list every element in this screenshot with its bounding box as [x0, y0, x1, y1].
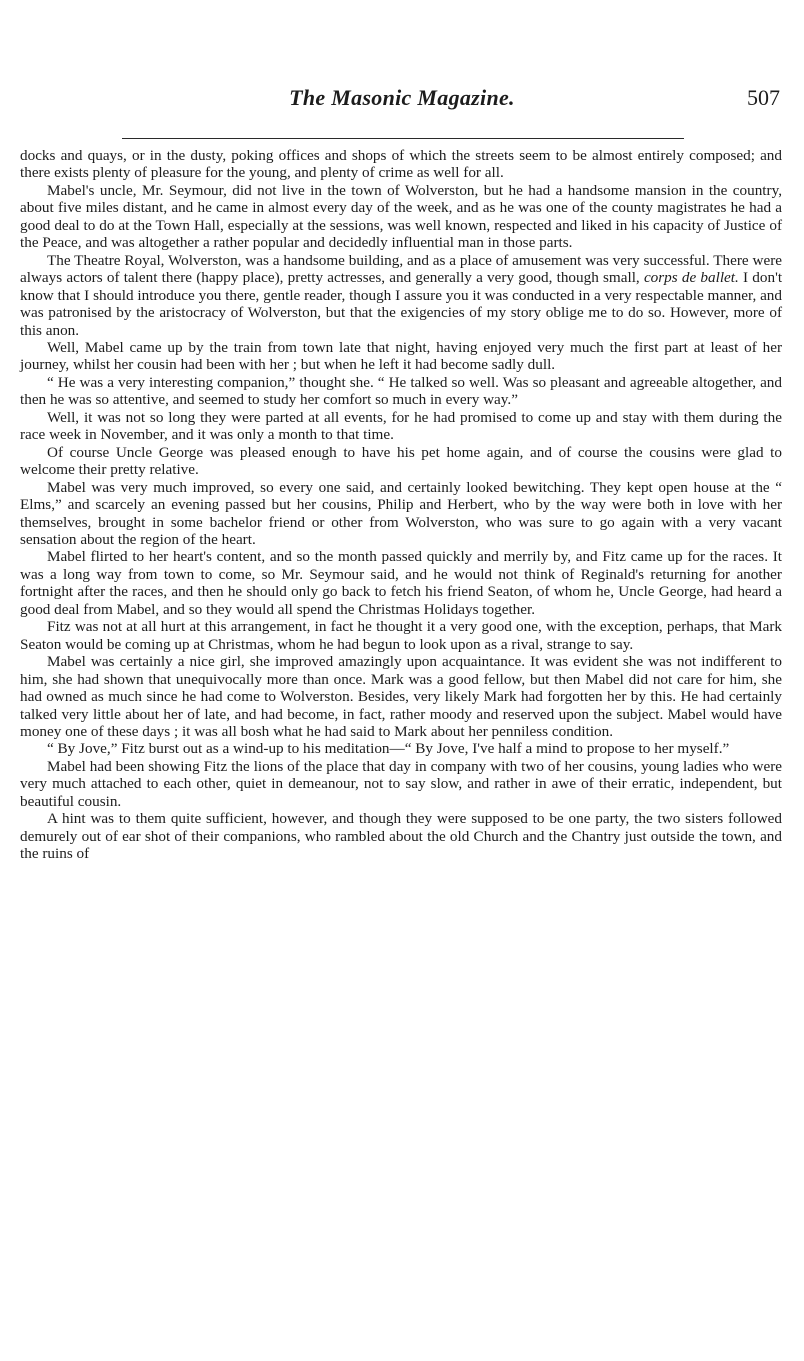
article-text	[20, 147, 782, 863]
paragraph: Mabel was certainly a nice girl, she improved amazingly upon acquaintance. It was evident she was not indifferent to him, she had shown that unequivocally more than once. Mark was a good fellow, but then Mabel did not care for him, she had owned as much since he had come to Wolverston. Besides, very likely Mark had forgotten her by this. He had certainly talked very little about her of late, and had become, in fact, rather moody and reserved upon the subject. Mabel would have money one of these days ; it was all bosh what he had said to Mark about her penniless condition.	[20, 653, 782, 740]
paragraph: Of course Uncle George was pleased enough to have his pet home again, and of course the cousins were glad to welcome their pretty relative.	[20, 443, 782, 479]
header-rule	[122, 138, 684, 139]
paragraph: Mabel had been showing Fitz the lions of the place that day in company with two of her cousins, young ladies who were very much attached to each other, quiet in demeanour, not to say slow, and rather in awe of their erratic, independent, but beautiful cousin.	[20, 757, 782, 810]
italic-phrase: corps de ballet.	[643, 269, 739, 287]
page-number: 507	[747, 85, 780, 110]
paragraph: “ By Jove,” Fitz burst out as a wind-up to his meditation—“ By Jove, I've half a mind to propose to her myself.”	[47, 740, 730, 758]
paragraph: Mabel was very much improved, so every one said, and certainly looked bewitching. They kept open house at the “ Elms,” and scarcely an evening passed but her cousins, Philip and Herbert, who by the way were both in love with her themselves, brought in some bachelor friend or other from Wolverston, who was sure to go again with a very vacant sensation about the region of the heart.	[20, 478, 782, 548]
paragraph: “ He was a very interesting companion,” thought she. “ He talked so well. Was so pleasant and agreeable altogether, and then he was so attentive, and seemed to study her comfort so much in every way.”	[20, 373, 782, 409]
paragraph: Fitz was not at all hurt at this arrangement, in fact he thought it a very good one, with the exception, perhaps, that Mark Seaton would be coming up at Christmas, whom he had begun to look upon as a rival, strange to say.	[20, 618, 782, 653]
paragraph: A hint was to them quite sufficient, however, and though they were supposed to be one party, the two sisters followed demurely out of ear shot of their companions, who rambled about the old Church and the Chantry just outside the town, and the ruins of	[20, 810, 782, 863]
paragraph-text: The Theatre Royal, Wolverston, was a handsome building, and as a place of amusement was very successful. There were always actors of talent there (happy place), pretty actresses, and generally a very good, though small,	[20, 251, 782, 287]
paragraph-theatre	[20, 252, 782, 339]
running-head	[18, 84, 786, 118]
paragraph: Well, it was not so long they were parted at all events, for he had promised to come up and stay with them during the race week in November, and it was only a month to that time.	[20, 408, 782, 444]
paragraph: Mabel's uncle, Mr. Seymour, did not live in the town of Wolverston, but he had a handsome mansion in the country, about five miles distant, and he came in almost every day of the week, and as he was one of the county magistrates he had a good deal to do at the Town Hall, especially at the sessions, was well known, respected and liked in his capacity of Justice of the Peace, and was altogether a rather popular and decidedly influential man in those parts.	[20, 181, 782, 252]
paragraph-continued: docks and quays, or in the dusty, poking offices and shops of which the streets seem to be almost entirely composed; and there exists plenty of pleasure for the young, and plenty of crime as well for all.	[20, 147, 782, 182]
paragraph-text: I don't know that I should introduce you there, gentle reader, though I assure you it was conducted in a very respectable manner, and was patronised by the aristocracy of Wolverston, but that the exigencies of my story oblige me to do so. However, more of this anon.	[20, 269, 783, 339]
paragraph: Mabel flirted to her heart's content, and so the month passed quickly and merrily by, and Fitz came up for the races. It was a long way from town to come, so Mr. Seymour said, and he would not think of Reginald's returning for another fortnight after the races, and then he should only go back to fetch his friend Seaton, of whom he, Uncle George, had heard a good deal from Mabel, and so they would all spend the Christmas Holidays together.	[20, 548, 782, 618]
paragraph: Well, Mabel came up by the train from town late that night, having enjoyed very much the first part at least of her journey, whilst her cousin had been with her ; but when he left it had become sadly dull.	[20, 338, 782, 374]
journal-title: The Masonic Magazine.	[289, 85, 515, 110]
